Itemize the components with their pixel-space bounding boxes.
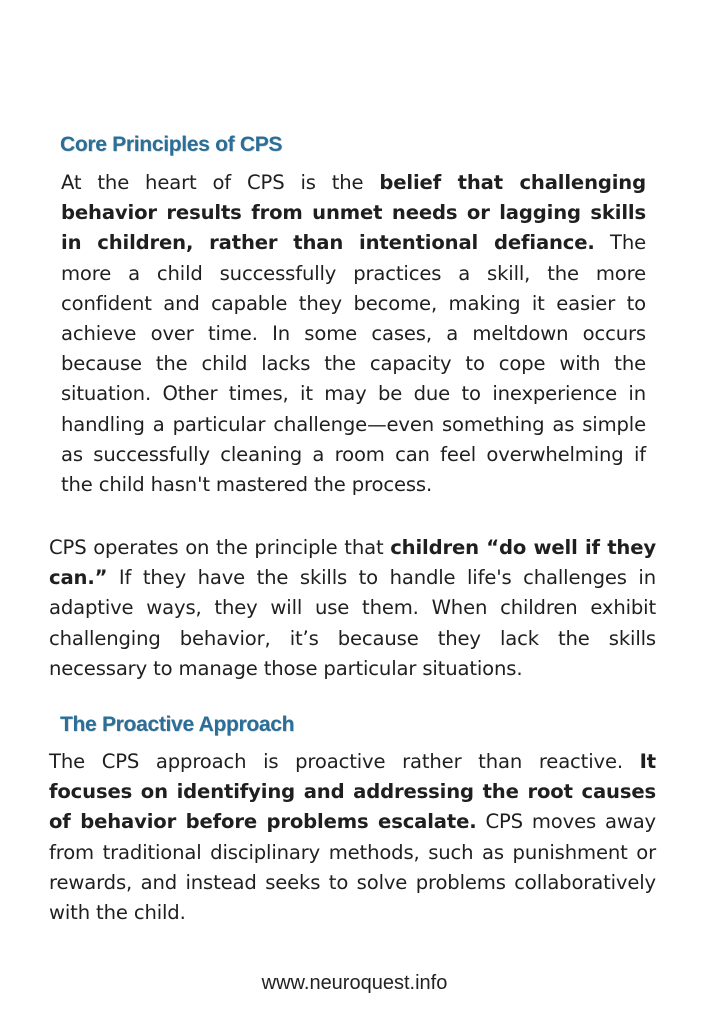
paragraph-do-well bbox=[49, 533, 656, 684]
paragraph-core-principles bbox=[61, 168, 646, 500]
paragraph-text: CPS moves away from traditional disciplinary methods, such as punishment or rewards, and instead seeks to solve problems collaboratively with the child. bbox=[49, 810, 656, 925]
paragraph-emphasis: children “do well if they can.” bbox=[49, 536, 656, 590]
paragraph-text: The more a child successfully practices a skill, the more confident and capable they become, making it easier to achieve over time. In some cases, a meltdown occurs because the child lacks the capacity to cope with the situation. Other times, it may be due to inexperience in handling a particular challenge—even something as simple as successfully cleaning a room can feel overwhelming if the child hasn't mastered the process. bbox=[61, 231, 646, 497]
paragraph-text: If they have the skills to handle life's challenges in adaptive ways, they will use them. When children exhibit challenging behavior, it’s because they lack the skills necessary to manage those particular situations. bbox=[49, 566, 656, 680]
heading-proactive-approach: The Proactive Approach bbox=[60, 713, 295, 736]
paragraph-text: At the heart of CPS is the bbox=[61, 171, 380, 194]
paragraph-emphasis: belief that challenging behavior results from unmet needs or lagging skills in children, rather than intentional defiance. bbox=[61, 171, 646, 255]
paragraph-emphasis: It focuses on identifying and addressing the root causes of behavior before problems escalate. bbox=[49, 750, 656, 834]
heading-core-principles: Core Principles of CPS bbox=[60, 133, 283, 156]
paragraph-text: The CPS approach is proactive rather than reactive. bbox=[49, 750, 640, 773]
paragraph-proactive-approach bbox=[49, 747, 656, 928]
footer-website-url: www.neuroquest.info bbox=[261, 972, 448, 994]
paragraph-text: CPS operates on the principle that bbox=[49, 536, 391, 559]
